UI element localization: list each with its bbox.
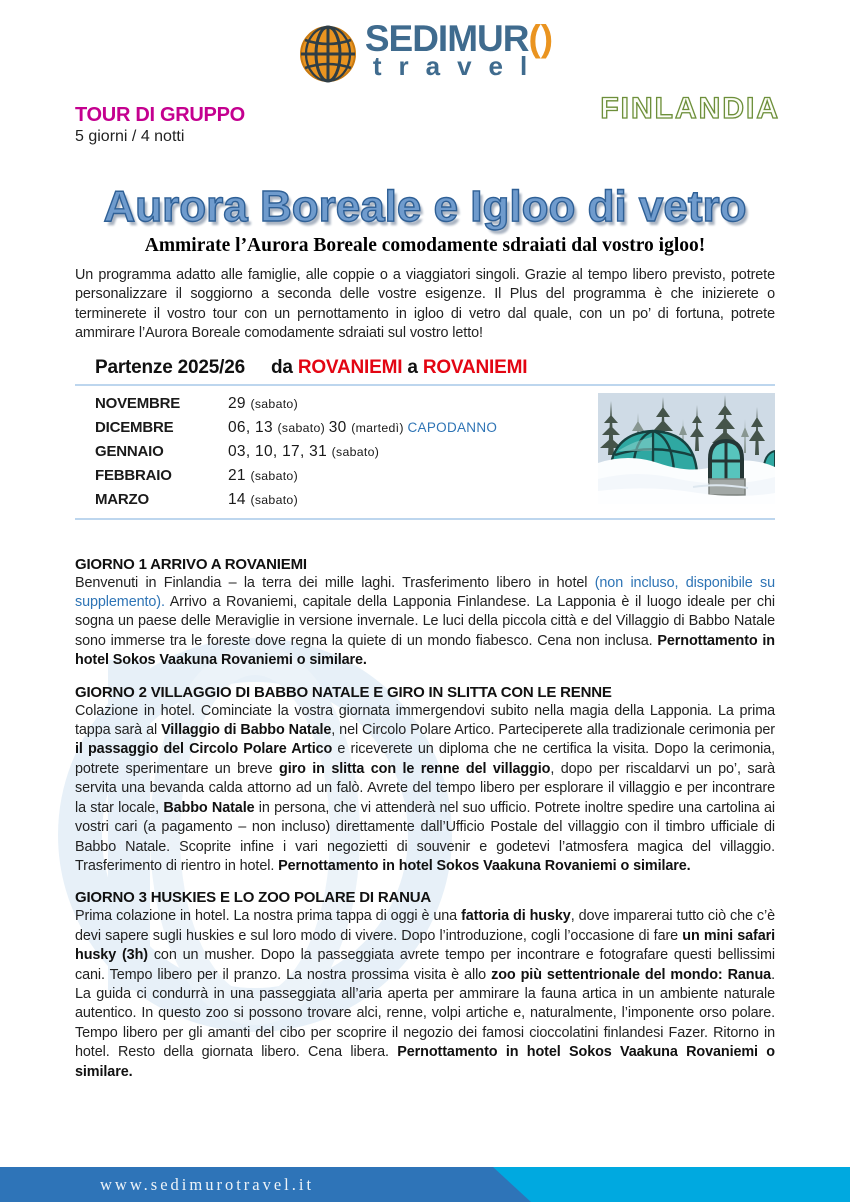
itinerary	[75, 556, 775, 1082]
month-cell: DICEMBRE	[95, 418, 174, 436]
day-3-section	[75, 889, 775, 1082]
month-cell: GENNAIO	[95, 443, 164, 461]
brand-name: SEDIMUR	[364, 18, 529, 59]
tour-type-label: TOUR DI GRUPPO	[75, 104, 245, 126]
day-2-section	[75, 684, 775, 877]
day-1-body: Benvenuti in Finlandia – la terra dei mille laghi. Trasferimento libero in hotel (non incluso, disponibile su supplemento). Arrivo a Rovaniemi, capitale della Lapponia Finlandese. La Lapponia è il luogo ideale per chi sogna un paese delle Meraviglie in versione invernale. Le luci della piccola città e del Villaggio di Babbo Natale sono immerse tra le foreste dove regna la quiete di un mondo fiabesco. Cena non inclusa. Pernottamento in hotel Sokos Vaakuna Rovaniemi o similare.	[75, 574, 776, 669]
month-cell: NOVEMBRE	[95, 394, 181, 412]
departures-heading: Partenze 2025/26 da ROVANIEMI a ROVANIEMI	[95, 356, 528, 378]
month-cell: MARZO	[95, 491, 149, 509]
brand-sub: travel	[372, 51, 545, 81]
dates-cell: 06, 13 (sabato) 30 (martedì) CAPODANNO	[228, 418, 498, 436]
day-3-heading: GIORNO 3 HUSKIES E LO ZOO POLARE DI RANUA	[75, 889, 431, 907]
dates-cell: 21 (sabato)	[228, 467, 298, 485]
day-2-heading: GIORNO 2 VILLAGGIO DI BABBO NATALE E GIRO IN SLITTA CON LE RENNE	[75, 683, 612, 701]
table-row	[95, 464, 598, 488]
table-row	[95, 416, 598, 440]
table-row	[95, 392, 598, 416]
table-row	[95, 440, 598, 464]
departures-table	[75, 386, 598, 513]
day-3-body: Prima colazione in hotel. La nostra prima tappa di oggi è una fattoria di husky, dove imparerai tutto ciò che c’è devi sapere sugli huskies e sul loro modo di vivere. Dopo l’introduzione, cogli l’occasione di fare un mini safari husky (3h) con un musher. Dopo la passeggiata avrete tempo per incontrare e fotografare questi bellissimi cani. Tempo libero per il pranzo. La nostra prossima visita è allo zoo più settentrionale del mondo: Ranua. La guida ci condurrà in una passeggiata all’aria aperta per ammirare la fauna artica in un ambiente naturale autentico. In questo zoo si possono trovare alci, renne, volpi artiche e, naturalmente, l’imponente orso polare. Tempo libero per gli amanti del cibo per scoprire il negozio dei famosi cioccolatini finlandesi Fazer. Ritorno in hotel. Resto della giornata libero. Cena libera. Pernottamento in hotel Sokos Vaakuna Rovaniemi o similare.	[75, 908, 776, 1080]
dates-cell: 03, 10, 17, 31 (sabato)	[228, 443, 380, 461]
dates-cell: 29 (sabato)	[228, 394, 298, 412]
globe-icon	[297, 20, 359, 84]
brand-paren: ()	[528, 18, 554, 59]
page-title: Aurora Boreale e Igloo di vetro	[103, 182, 747, 231]
departures-section	[75, 357, 775, 520]
day-2-body: Colazione in hotel. Cominciate la vostra giornata immergendovi subito nella magia della Lapponia. La prima tappa sarà al Villaggio di Babbo Natale, nel Circolo Polare Artico. Parteciperete alla tradizionale cerimonia per il passaggio del Circolo Polare Artico e riceverete un diploma che ne certifica la visita. Dopo la cerimonia, potrete sperimentare un breve giro in slitta con le renne del villaggio, dopo per riscaldarvi un po’, sarà servita una bevanda calda attorno ad un falò. Avrete del tempo libero per esplorare il villaggio e per incontrare la star locale, Babbo Natale in persona, che vi attenderà nel suo ufficio. Potrete inoltre spedire una cartolina ai vostri cari (a pagamento – non incluso) direttamente dall’Ufficio Postale del villaggio con il timbro ufficiale di Babbo Natale. Scoprite infine i vari negozietti di souvenir e godetevi l’atmosfera magica del villaggio. Trasferimento di rientro in hotel. Pernottamento in hotel Sokos Vaakuna Rovaniemi o similare.	[75, 702, 775, 874]
header-logo	[75, 0, 775, 84]
divider-bottom	[75, 518, 775, 520]
glass-igloo-photo	[598, 393, 775, 504]
table-row	[95, 488, 598, 512]
dates-cell: 14 (sabato)	[228, 491, 298, 509]
month-cell: FEBBRAIO	[95, 467, 172, 485]
page-subtitle: Ammirate l’Aurora Boreale comodamente sdraiati dal vostro igloo!	[144, 235, 706, 256]
website-link[interactable]: www.sedimurotravel.it	[100, 1175, 315, 1194]
day-1-section	[75, 556, 775, 671]
country-label: FINLANDIA	[600, 92, 780, 125]
intro-paragraph: Un programma adatto alle famiglie, alle coppie o a viaggiatori singoli. Grazie al tempo libero previsto, potrete personalizzare il soggiorno a seconda delle vostre esigenze. Il Plus del programma è che inizierete o terminerete il vostro tour con un pernottamento in igloo di vetro dal quale, con un po’ di fortuna, potrete ammirare l’Aurora Boreale comodamente sdraiati sul vostro letto!	[75, 267, 775, 342]
tour-duration: 5 giorni / 4 notti	[75, 128, 185, 145]
footer-band	[0, 1167, 850, 1202]
day-1-heading: GIORNO 1 ARRIVO A ROVANIEMI	[75, 555, 307, 573]
